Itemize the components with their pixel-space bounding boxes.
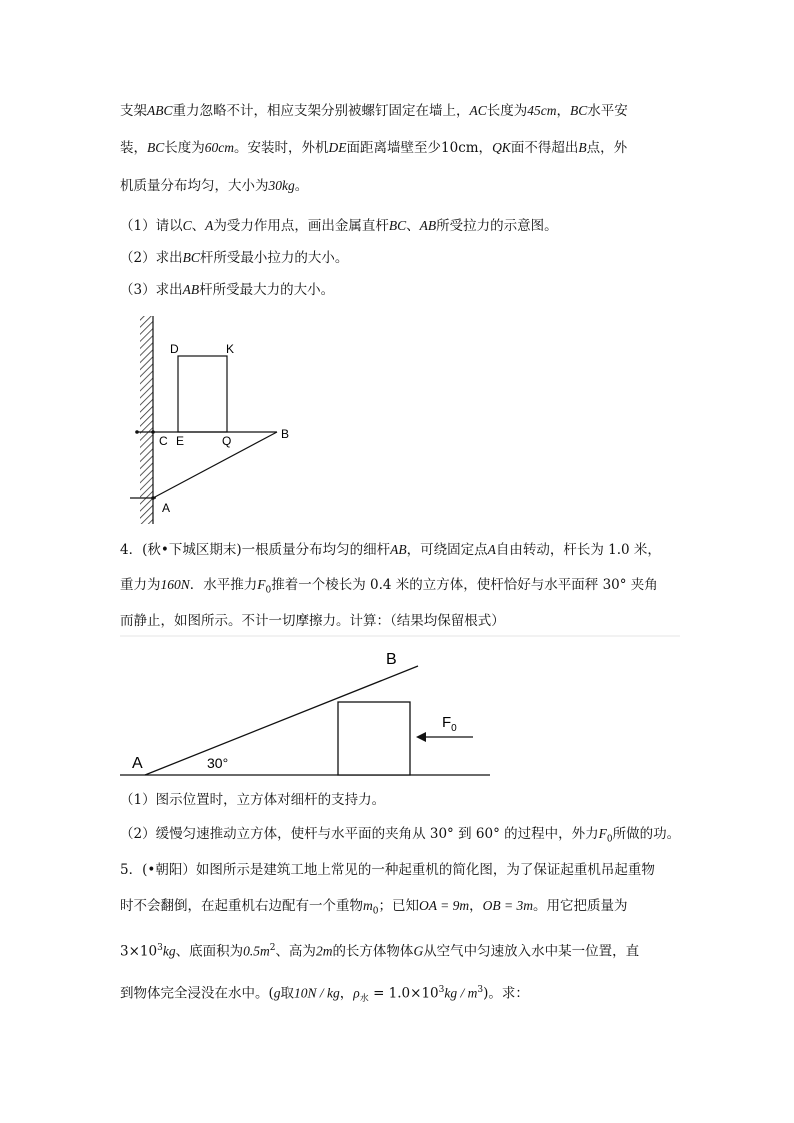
subscript: 0 — [372, 906, 379, 917]
label-q: Q — [222, 434, 232, 448]
text: 杆所受最小拉力的大小。 — [199, 250, 349, 266]
var: G — [413, 943, 424, 959]
var: BC — [182, 250, 200, 265]
var: AB — [182, 282, 200, 297]
text: 、 — [406, 218, 420, 234]
text: )。求： — [483, 985, 529, 1002]
text: 长度为 — [164, 140, 205, 156]
text: 支架 — [120, 103, 147, 119]
label-e: E — [176, 434, 185, 448]
var: BC — [570, 103, 588, 118]
var: ρ — [353, 985, 360, 1001]
cube — [338, 702, 410, 775]
text: 从空气中匀速放入水中某一位置，直 — [423, 943, 640, 960]
angle-label: 30° — [207, 755, 229, 771]
text: 到物体完全浸没在水中。( — [120, 985, 274, 1002]
label-a: A — [162, 501, 171, 515]
var: AB — [419, 218, 437, 233]
var: kg — [162, 943, 176, 959]
text: （1）请以 — [120, 218, 183, 234]
text: 重力忽略不计，相应支架分别被螺钉固定在墙上， — [172, 103, 470, 119]
text: 、高为 — [275, 943, 316, 960]
text: （1）图示位置时，立方体对细杆的支持力。 — [120, 792, 386, 808]
text: 5．(•朝阳）如图所示是建筑工地上常见的一种起重机的简化图，为了保证起重机吊起重物 — [120, 862, 655, 878]
p5-line-1 — [120, 860, 655, 880]
p4-question-2 — [120, 824, 680, 850]
label-k: K — [226, 342, 235, 356]
text: ， — [339, 985, 354, 1002]
text: ；已知 — [378, 898, 419, 914]
var: OB = 3m — [482, 898, 533, 913]
text: 取 — [280, 985, 295, 1002]
superscript: 3 — [157, 943, 163, 953]
label-b: B — [386, 651, 397, 668]
var: OA = 9m — [418, 898, 470, 913]
text: 3×10 — [120, 943, 158, 960]
var: DE — [328, 140, 347, 155]
text: 所受拉力的示意图。 — [436, 218, 558, 234]
text: 推着一个棱长为 0.4 米的立方体，使杆恰好与水平面秤 30° 夹角 — [271, 577, 658, 593]
text: 4．(秋•下城区期末)一根质量分布均匀的细杆 — [120, 542, 391, 558]
var: g — [273, 985, 281, 1001]
text: 面不得超出 — [510, 140, 579, 156]
var: 45cm — [527, 103, 557, 118]
var: 0.5m — [243, 943, 270, 959]
var: B — [578, 140, 587, 155]
text: 时不会翻倒，在起重机右边配有一个重物 — [120, 898, 363, 914]
var: 2m — [315, 943, 333, 959]
text: 、底面积为 — [175, 943, 244, 960]
text: 而静止，如图所示。不计一切摩擦力。计算：（结果均保留根式） — [120, 613, 505, 629]
var: 60cm — [204, 140, 235, 155]
subscript: 水 — [359, 994, 369, 1005]
text: 所做的功。 — [612, 826, 681, 842]
var: A — [487, 542, 496, 557]
text: 长度为 — [486, 103, 528, 119]
text: 、 — [191, 218, 206, 234]
label-d: D — [170, 342, 179, 356]
p5-line-4 — [120, 980, 529, 1009]
p5-line-2 — [120, 896, 627, 922]
p5-line-3 — [120, 938, 639, 962]
var: F — [598, 826, 607, 841]
text: 机质量分布均匀，大小为 — [120, 178, 269, 194]
text: ， — [469, 898, 483, 914]
text: 面距离墙壁至少10cm， — [346, 140, 493, 156]
var: C — [182, 218, 192, 233]
label-a: A — [132, 755, 143, 772]
text: （2）缓慢匀速推动立方体，使杆与水平面的夹角从 30° 到 60° 的过程中，外力 — [120, 826, 599, 842]
force-arrow-head — [416, 732, 426, 742]
var: F — [257, 577, 266, 592]
force-label: $F_0$ — [442, 714, 457, 734]
text: ，可绕固定点 — [406, 542, 488, 558]
var: A — [205, 218, 214, 233]
superscript: 3 — [477, 985, 484, 995]
text: 。安装时，外机 — [234, 140, 329, 156]
var: QK — [492, 140, 511, 155]
text: ．水平推力 — [189, 577, 258, 593]
var: 10N / kg — [294, 985, 340, 1001]
subscript: 0 — [606, 834, 613, 845]
var: BC — [147, 140, 165, 155]
var: AC — [469, 103, 487, 118]
var: kg / m — [444, 985, 478, 1001]
var: ABC — [147, 103, 173, 118]
var: 30kg — [268, 178, 295, 193]
label-b: B — [281, 427, 290, 441]
text: 重力为 — [120, 577, 161, 593]
var: AB — [390, 542, 407, 557]
superscript: 3 — [438, 985, 445, 995]
text: 的长方体物体 — [332, 943, 414, 960]
text: 水平安 — [587, 103, 628, 119]
subscript: 0 — [265, 585, 272, 596]
text: （2）求出 — [120, 250, 183, 266]
text: 装， — [120, 140, 147, 156]
text: 为受力作用点，画出金属直杆 — [213, 218, 389, 234]
text: = 1.0×10 — [368, 985, 439, 1002]
superscript: 2 — [269, 943, 276, 953]
text: 。 — [294, 178, 309, 194]
text: ， — [556, 103, 571, 119]
text: 杆所受最大力的大小。 — [199, 282, 335, 298]
label-c: C — [159, 434, 168, 448]
var: 160N — [160, 577, 190, 592]
text: 自由转动，杆长为 1.0 米， — [495, 542, 661, 558]
p4-question-1 — [120, 790, 385, 810]
text: （3）求出 — [120, 282, 183, 298]
var: BC — [388, 218, 407, 233]
text: 点，外 — [586, 140, 628, 156]
text: 。用它把质量为 — [532, 898, 628, 914]
var: m — [363, 898, 373, 913]
